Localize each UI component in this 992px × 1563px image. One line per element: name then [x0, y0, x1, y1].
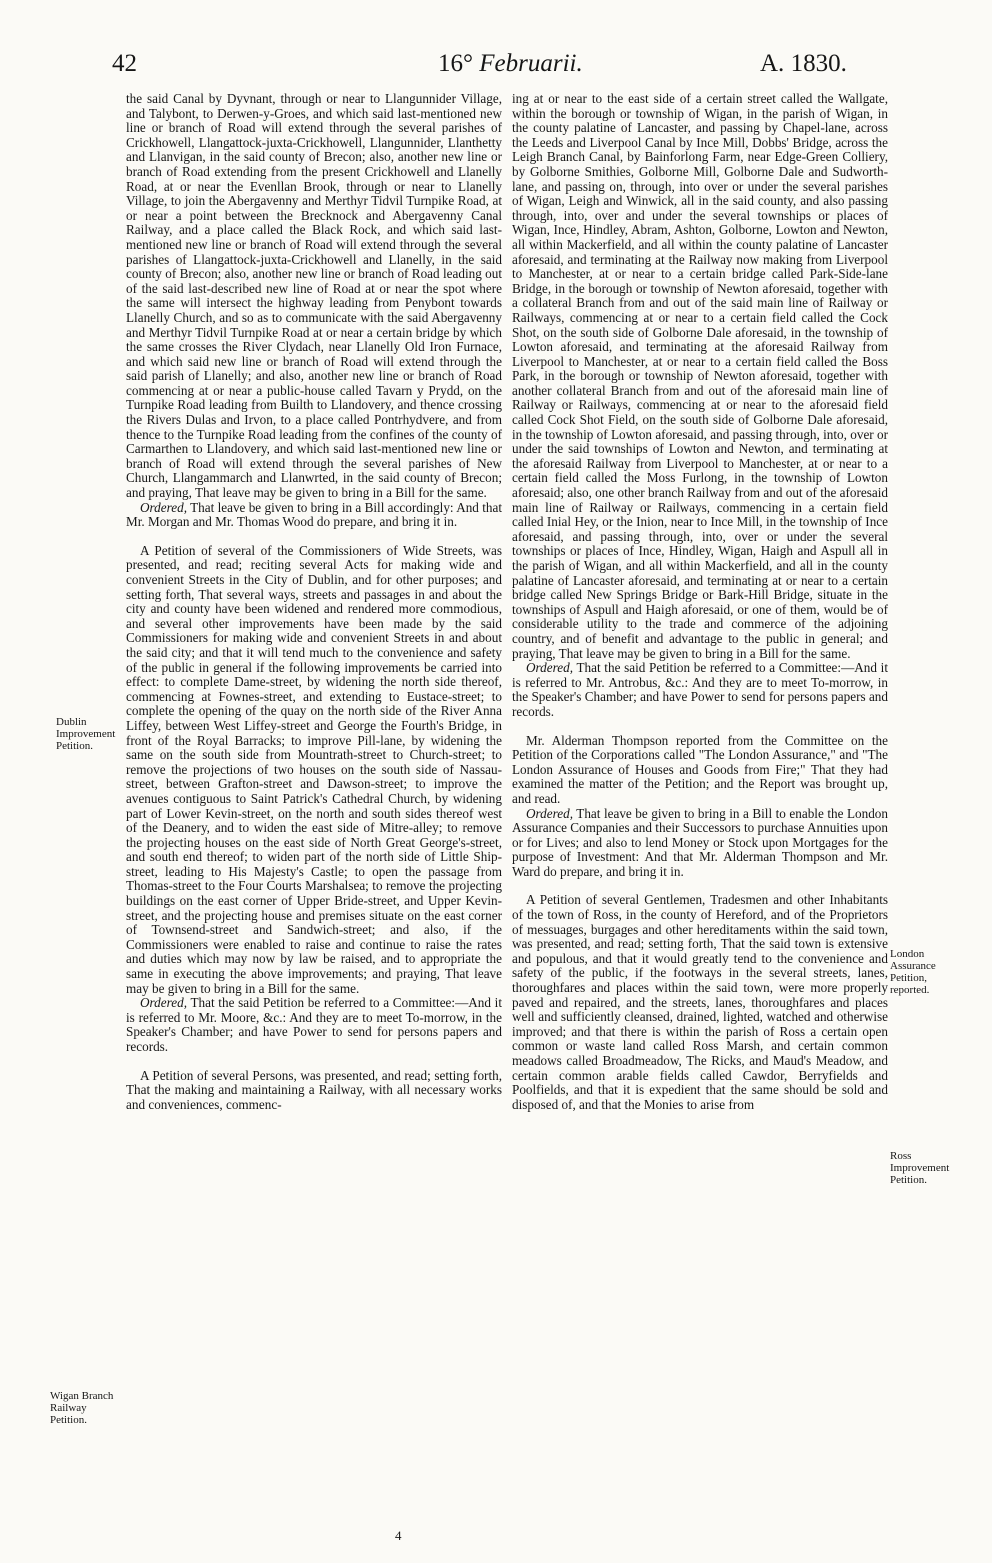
- year-prefix: A.: [760, 50, 785, 77]
- ordered-label: Ordered,: [526, 805, 573, 821]
- ordered-text: That the said Petition be referred to a Committee:—And it is referred to Mr. Antrobus, &c.: And they are to meet To-morrow, in the Speaker's Chamber; and have Power to send for persons papers and records.: [512, 660, 888, 719]
- date-day: 16°: [438, 50, 473, 77]
- date-month: Februarii.: [479, 50, 583, 77]
- paragraph-ordered-wigan: [512, 661, 888, 719]
- paragraph-ross-petition: A Petition of several Gentlemen, Tradesmen and other Inhabitants of the town of Ross, in the county of Hereford, and of the Proprietors of messuages, burgages and other hereditaments within the said town, was presented, and read; setting forth, That the said town is extensive and populous, and that it would greatly tend to the convenience and safety of the public, if the footways in the several streets, lanes, thoroughfares and places within the said town, were more properly paved and repaired, and the streets, lanes, thoroughfares and places well and sufficiently cleansed, drained, lighted, watched and otherwise improved; and that there is within the parish of Ross a certain open common or waste land called Ross Marsh, and certain common meadows called Broadmeadow, The Ricks, and Maud's Meadow, and certain common arable fields called Cawdor, Berryfields and Poolfields, and that it is expedient that the same should be sold and disposed of, and that the Monies to arise from: [512, 892, 888, 1112]
- signature-mark: 4: [395, 1528, 402, 1543]
- ordered-text: That leave be given to bring in a Bill accordingly: And that Mr. Morgan and Mr. Thomas Wood do prepare, and bring it in.: [126, 499, 502, 530]
- page-year: [760, 50, 847, 90]
- paragraph-dublin-petition: A Petition of several of the Commissioners of Wide Streets, was presented, and read; reciting several Acts for making wide and convenient Streets in the City of Dublin, and for other purposes; and setting forth, That several ways, streets and passages in and about the city and county have been widened and rendered more commodious, and several other improvements have been made by the said Commissioners for making wide and convenient Streets in and about the said city; and that it will tend much to the convenience and safety of the public in general if the following improvements be carried into effect: to complete Dame-street, by widening the north side thereof, commencing at Fownes-street, and extending to Eustace-street; to complete the opening of the quay on the north side of the River Anna Liffey, between West Liffey-street and George the Fourth's Bridge, in front of the Royal Barracks; to improve Pill-lane, by widening the same on the south side from Mountrath-street to Church-street; to remove the projections of two houses on the south side of Nassau-street, between Grafton-street and Dawson-street; to improve the avenues contiguous to Saint Patrick's Cathedral Church, by widening part of Lower Kevin-street, on the north and south sides thereof west of the Deanery, and to widen the east side of Mitre-alley; to remove the projecting houses on the east side of North Great George's-street, and south end thereof; to widen part of the north side of Little Ship-street, leading to His Majesty's Castle; to open the passage from Thomas-street to the Four Courts Marshalsea; to remove the projecting buildings on the east corner of Upper Bride-street, and Upper Kevin-street, and the projecting house and premises situate on the east corner of Townsend-street and Sandwich-street; and also, if the Commissioners were enabled to raise and continue to raise the rates and duties which may now by law be raised, and to appropriate the same in executing the above improvements; and praying, That leave may be given to bring in a Bill for the same.: [126, 542, 502, 996]
- margin-note-london: London Assurance Petition, reported.: [890, 948, 936, 996]
- margin-note-ross: Ross Improvement Petition.: [890, 1150, 950, 1186]
- paragraph-ordered-dublin: [126, 996, 502, 1054]
- margin-note-wigan: Wigan Branch Railway Petition.: [50, 1390, 114, 1426]
- ordered-label: Ordered,: [140, 995, 187, 1011]
- paragraph-ordered-brecon: [126, 501, 502, 530]
- margin-note-dublin: Dublin Improvement Petition.: [56, 716, 116, 752]
- page-date: [438, 50, 583, 90]
- ordered-label: Ordered,: [140, 499, 187, 515]
- right-column: [512, 92, 888, 1112]
- year-value: 1830.: [790, 50, 847, 77]
- paragraph-ordered-london: [512, 807, 888, 880]
- paragraph-wigan-petition: A Petition of several Persons, was presented, and read; setting forth, That the making and maintaining a Railway, with all necessary works and conveniences, commenc-: [126, 1067, 502, 1112]
- paragraph-london-assurance: Mr. Alderman Thompson reported from the Committee on the Petition of the Corporations called "The London Assurance," and "The London Assurance of Houses and Goods from Fire;" That they had examined the matter of the Petition; and the Report was brought up, and read.: [512, 732, 888, 806]
- paragraph-wigan-railway: ing at or near to the east side of a certain street called the Wallgate, within the borough or township of Wigan, in the parish of Wigan, in the county palatine of Lancaster, and passing by Chapel-lane, across the Leeds and Liverpool Canal by Ince Mill, Dobbs' Bridge, across the Leigh Branch Canal, by Bainforlong Farm, near Edge-Green Colliery, by Golborne Smithies, Golborne Mill, Golborne Dale and Sudworth-lane, and passing on, through, into over or under the several parishes of Wigan, Leigh and Winwick, all in the said county, and also passing through, into, over and under the several townships or places of Wigan, Ince, Hindley, Abram, Ashton, Golborne, Lowton and Newton, all within Mackerfield, and all within the county palatine of Lancaster aforesaid, and terminating at the Railway now making from Liverpool to Manchester, at or near to a certain bridge called Park-Side-lane Bridge, in the borough or township of Newton aforesaid, together with a collateral Branch from and out of the said main line of Railway or Railways, commencing at or near to a certain field called the Cock Shot, on the south side of Golborne Dale aforesaid, in the township of Lowton aforesaid, and terminating at the aforesaid Railway from Liverpool to Manchester, at or near to a certain field called the Boss Park, in the borough or township of Newton aforesaid, together with another collateral Branch from and out of the aforesaid main line of Railway or Railways, commencing at or near to the aforesaid field called Cock Shot Field, on the south side of Golborne Dale aforesaid, in the township of Lowton aforesaid, and passing through, into, over or under the said townships of Lowton and Newton, and terminating at the aforesaid Railway from Liverpool to Manchester, at or near to a certain field called the Moss Furlong, in the township of Lowton aforesaid; also, one other branch Railway from and out of the aforesaid main line of Railway or Railways, commencing in a certain field called Inial Hey, or the Inion, near to Ince Mill, in the township of Ince aforesaid, and passing through, into, over or under the several townships or places of Ince, Hindley, Wigan, Haigh and Aspull all in the parish of Wigan, and all within Mackerfield, and all in the county palatine of Lancaster aforesaid, and terminating at or near to a certain bridge called New Springs Bridge or Bark-Hill Bridge, situate in the townships of Aspull and Haigh aforesaid, or one of them, would be of considerable utility to the trade and commerce of the adjoining country, and of benefit and advantage to the public in general; and praying, That leave may be given to bring in a Bill for the same.: [512, 91, 888, 661]
- ordered-label: Ordered,: [526, 660, 573, 676]
- ordered-text: That leave be given to bring in a Bill to enable the London Assurance Companies and their Successors to purchase Annuities upon or for Lives; and also to lend Money or Stock upon Mortgages for the purpose of Investment: And that Mr. Alderman Thompson and Mr. Ward do prepare, and bring it in.: [512, 805, 888, 879]
- paragraph-brecon-roads: the said Canal by Dyvnant, through or near to Llangunnider Village, and Talybont, to Derwen-y-Groes, and which said last-mentioned new line or branch of Road will extend through the several parishes of Crickhowell, Llangattock-juxta-Crickhowell, Llangunnider, Llanthetty and Llanvigan, in the said county of Brecon; also, another new line or branch of Road extending from the present Crickhowell and Llanelly Road, at or near the Evenllan Brook, through or near to Llanelly Village, to join the Abergavenny and Merthyr Tidvil Turnpike Road, at or near a point between the Brecknock and Abergavenny Canal Railway, and a place called the Black Rock, and which said last-mentioned new line or branch of Road will extend through the several parishes of Llangattock-juxta-Crickhowell and Llanelly, in the said county of Brecon; also, another new line or branch of Road leading out of the said last-described new line of Road at or near the spot where the same will intersect the highway leading from Penybont towards Llanelly Church, and so as to communicate with the said Abergavenny and Merthyr Tidvil Turnpike Road at or near a certain bridge by which the same crosses the River Clydach, near Llanelly Old Iron Furnace, and which said new line or branch of Road will extend through the said parish of Llanelly; and also, another new line or branch of Road commencing at or near a public-house called Tavarn y Prydd, on the Turnpike Road leading from Builth to Llandovery, and thence crossing the Rivers Dulas and Irvon, to a place called Pontrhydvere, and from thence to the Turnpike Road leading from the confines of the county of Carmarthen to Llandovery, and which said last-mentioned new line or branch of Road will extend through the several parishes of New Church, Llangammarch and Llanwrted, in the said county of Brecon; and praying, That leave may be given to bring in a Bill for the same.: [126, 91, 502, 501]
- page-number: 42: [112, 50, 137, 77]
- ordered-text: That the said Petition be referred to a Committee:—And it is referred to Mr. Moore, &c.: And they are to meet To-morrow, in the Speaker's Chamber; and have Power to send for persons papers and records.: [126, 995, 502, 1054]
- left-column: [126, 92, 502, 1112]
